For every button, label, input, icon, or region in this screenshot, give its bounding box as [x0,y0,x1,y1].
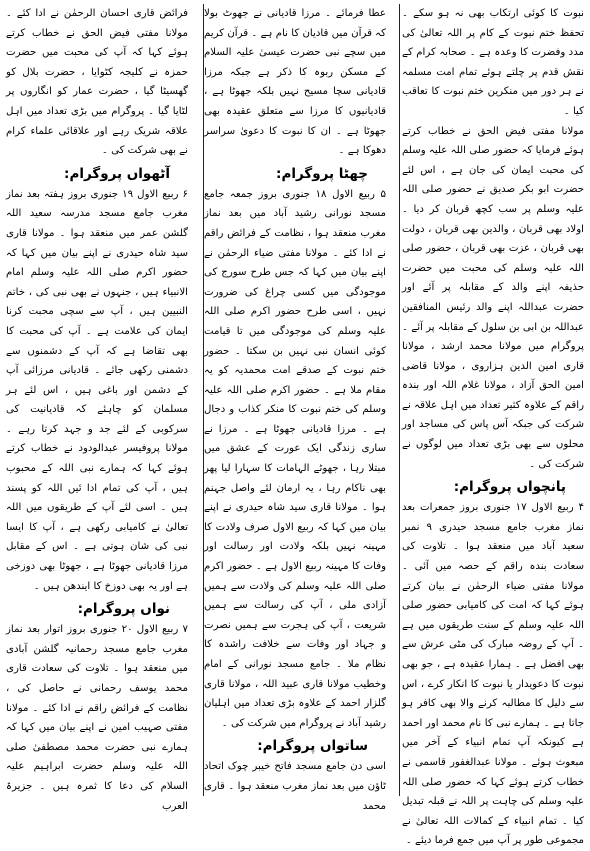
section-heading: پانچواں پروگرام: [453,479,566,496]
section-heading: ساتواں پروگرام: [257,738,368,755]
paragraph: عطا فرمائے ۔ مرزا قادیانی نے جھوٹ بولا کہ قرآن میں قادیان کا نام ہے ۔ قرآن کریم میں سچے نبی حضرت عیسیٰ علیہ السلام کے مسکن ربوہ کا ذکر ہے جبکہ مرزا قادیانی سچا مسیح نہیں بلکہ جھوٹا ہے ، قادیانیوں کا مرزا سے متعلق عقیدہ بھی جھوٹا ہے ۔ ان کا نبوت کا دعویٰ سراسر دھوکا ہے ۔ [204,8,386,157]
column-right [402,4,584,847]
newspaper-page [6,4,584,847]
section-heading: نواں پروگرام: [77,601,170,618]
column-divider [399,4,400,796]
paragraph: اسی دن جامع مسجد فاتح خیبر چوک اتحاد ٹاؤن میں بعد نماز مغرب منعقد ہوا ۔ قاری محمد [204,761,386,812]
paragraph: فرائض قاری احسان الرحمٰن نے ادا کئے ۔ مولانا مفتی فیض الحق نے خطاب کرتے ہوئے کہا کہ آپ کی محبت میں حضرت حمزہ نے کلیجہ کٹوایا ، حضرت بلال کو گھسیٹا گیا ، حضرت عمار کو انگاروں پر لٹایا گیا ۔ پروگرام میں بڑی تعداد میں اہل علاقہ شریک رہے اور علاقائی علماء کرام نے بھی شرکت کی ۔ [6,8,188,157]
section-heading: آٹھواں پروگرام: [64,165,170,182]
paragraph: مولانا مفتی فیض الحق نے خطاب کرتے ہوئے فرمایا کہ حضور صلی اللہ علیہ وسلم کی محبت ایمان کی جان ہے ، اس لئے حضرت ابو بکر صدیق نے حضور صلی اللہ علیہ وسلم پر سب کچھ قربان کر دیا ۔ اولاد بھی قربان ، والدین بھی قربان ، دولت بھی قربان ، عزت بھی قربان ، حضور صلی اللہ علیہ وسلم کی محبت میں حضرت حذیفہ اپنے والد کے مقابلہ پر آئے اور حضرت عبداللہ اپنے والد رئیس المنافقین عبداللہ بن ابی بن سلول کے مقابلہ پر آئے ۔ پروگرام میں مولانا محمد ارشد ، مولانا قاری امین الدین ہزاروی ، مولانا قاضی امین الحق آزاد ، مولانا غلام اللہ اور بندہ راقم کے علاوہ کثیر تعداد میں اہل علاقہ نے شرکت کی جبکہ آس پاس کی مساجد اور محلوں سے بھی بڑی تعداد میں لوگوں نے شرکت کی ۔ [402,125,584,470]
paragraph: ۴ ربیع الاول ۱۷ جنوری بروز جمعرات بعد نماز مغرب جامع مسجد حیدری ۹ نمبر سعید آباد میں منعقد ہوا ۔ تلاوت کی سعادت بندہ راقم کے حصہ میں آئی ۔ مولانا مفتی ضیاء الرحمٰن نے بیان کرتے ہوئے کہا کہ امت کی کامیابی حضور صلی اللہ علیہ وسلم کے سنت طریقوں میں ہے ۔ آپ کے روضہ مبارک کی مٹی عرش سے بھی افضل ہے ۔ ہمارا عقیدہ ہے ، جو بھی نبوت کا دعویدار یا نبوت کا انکار کرے ، اس سے دلیل کا مطالبہ کرنے والا بھی کافر ہو جاتا ہے ۔ ہمارے نبی کا نام محمد اور احمد ہے کیونکہ آپ تمام انبیاء کے آخر میں مبعوث ہوئے ۔ مولانا عبدالغفور قاسمی نے خطاب کرتے ہوئے کہا کہ حضور صلی اللہ علیہ وسلم کی چاہت پر اللہ نے قبلہ تبدیل کیا ۔ تمام انبیاء کے کمالات اللہ تعالیٰ نے مجموعی طور پر آپ میں جمع فرما دیئے ۔ [402,502,584,847]
column-left [6,4,188,812]
column-middle [204,4,386,812]
section-heading: چھٹا پروگرام: [276,165,368,182]
column-divider [203,4,204,796]
paragraph: ۵ ربیع الاول ۱۸ جنوری بروز جمعہ جامع مسجد نورانی رشید آباد میں بعد نماز مغرب منعقد ہوا ، نظامت کے فرائض راقم نے ادا کئے ۔ مولانا مفتی ضیاء الرحمٰن نے اپنے بیان میں کہا کہ جس طرح سورج کی موجودگی میں کسی چراغ کی ضرورت نہیں ، اسی طرح حضور اکرم صلی اللہ علیہ وسلم کی موجودگی میں تا قیامت کوئی انسان نبی نہیں بن سکتا ۔ حضور ختم نبوت کے صدقے امت محمدیہ کو یہ مقام ملا ہے ۔ حضور اکرم صلی اللہ علیہ وسلم کی ختم نبوت کا منکر کذاب و دجال ہے ۔ مرزا قادیانی جھوٹا ہے ۔ مرزا نے ساری زندگی ایک عورت کے عشق میں مبتلا رہا ، جھوٹے الہامات کا سہارا لیا پھر بھی ناکام رہا ، یہ ارمان لئے واصل جہنم ہوا ۔ مولانا قاری سید شاہ حیدری نے اپنے بیان میں کہا کہ ربیع الاول صرف ولادت کا مہینہ نہیں بلکہ ولادت اور رسالت اور وفات کا مہینہ ربیع الاول ہے ۔ حضور اکرم صلی اللہ علیہ وسلم کی ولادت سے ہمیں آزادی ملی ، آپ کی رسالت سے ہمیں شریعت ، آپ کی ہجرت سے ہمیں نصرت و جہاد اور وفات سے خلافت راشدہ کا نظام ملا ۔ جامع مسجد نورانی کے امام وخطیب مولانا قاری عبید اللہ ، مولانا قاری گلزار احمد کے علاوہ بڑی تعداد میں اہلیان رشید آباد نے پروگرام میں شرکت کی ۔ [204,188,386,729]
paragraph: ۶ ربیع الاول ۱۹ جنوری بروز ہفتہ بعد نماز مغرب جامع مسجد مدرسہ سعید اللہ گلشن عمر میں منعقد ہوا ۔ مولانا قاری سید شاہ حیدری نے اپنے بیان میں کہا کہ حضور اکرم صلی اللہ علیہ وسلم امام الانبیاء ہیں ، جنہوں نے بھی نبی کی ، خاتم النبیین ہیں ، آپ سے سچی محبت کرنا ایمان کی علامت ہے ۔ آپ کی محبت کا بھی تقاضا ہے کہ آپ کے دشمنوں سے دشمنی رکھی جائے ۔ قادیانی مرزائی آپ کے دشمن اور باغی ہیں ، اس لئے ہر مسلمان کو چاہئے کہ قادیانیت کی سرکوبی کے لئے جد و جہد کرتا رہے ۔ مولانا پروفیسر عبدالودود نے خطاب کرتے ہوئے کہا کہ ہمارے نبی اللہ کے محبوب ہیں ، آپ کی تمام ادا ئیں اللہ کو پسند ہیں ۔ اسی لئے آپ کے طریقوں میں اللہ تعالیٰ نے کامیابی رکھی ہے ، آپ کا ایسا نبی کی شان ہوتی ہے ۔ اس کے مقابل مرزا قادیانی جھوٹا ہے ، جھوٹا بھی دوزخی ہے اور یہ بھی دوزخ کا ایندھن ہیں ۔ [6,188,188,592]
paragraph: نبوت کا کوئی ارتکاب بھی نہ ہو سکے ۔ تحفظ ختم نبوت کے کام پر اللہ تعالیٰ کی مدد وفضرت کا وعدہ ہے ۔ صحابہ کرام کے نقش قدم پر چلتے ہوئے تمام امت مسلمہ نے ہر دور میں منکرین ختم نبوت کا تعاقب کیا ۔ [402,8,584,117]
paragraph: ۷ ربیع الاول ۲۰ جنوری بروز اتوار بعد نماز مغرب جامع مسجد رحمانیہ گلشن آبادی میں منعقد ہوا ۔ تلاوت کی سعادت قاری محمد یوسف رحمانی نے حاصل کی ، نظامت کے فرائض راقم نے ادا کئے ۔ مولانا مفتی صہیب امین نے اپنے بیان میں کہا کہ ہمارے نبی حضرت محمد مصطفیٰ صلی اللہ علیہ وسلم حضرت ابراہیم علیہ السلام کی دعا کا ثمرہ ہیں ۔ جزیرۃ العرب [6,624,188,812]
